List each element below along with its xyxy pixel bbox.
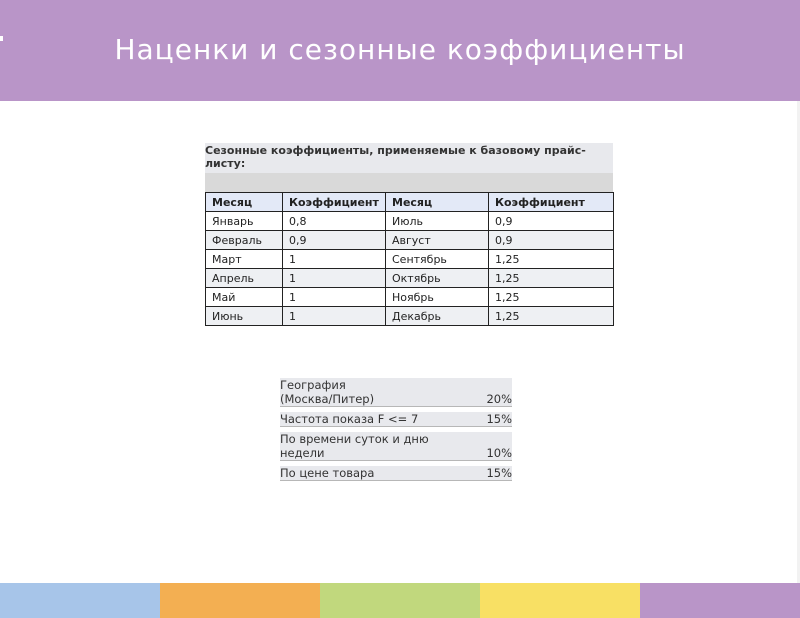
month-cell: Февраль [206,231,283,250]
markup-label [280,466,462,481]
markup-label-line: География [280,378,346,392]
seasonal-coefficients-table [205,192,614,326]
markup-row [280,412,512,427]
markup-value: 20% [462,378,512,407]
season-table-spacer [205,173,613,192]
markup-label [280,412,462,427]
coefficient-cell: 0,9 [283,231,386,250]
coefficient-cell: 1 [283,269,386,288]
markup-label [280,378,462,407]
month-cell: Май [206,288,283,307]
month-cell: Декабрь [386,307,489,326]
markup-label-line: Частота показа F <= 7 [280,412,419,426]
footer-stripe-orange [160,583,320,618]
table-row [206,269,614,288]
header-month-1: Месяц [206,193,283,212]
table-row [206,231,614,250]
table-row [206,212,614,231]
title-bar [0,0,800,101]
coefficient-cell: 1 [283,288,386,307]
table-row [206,250,614,269]
coefficient-cell: 0,9 [489,212,614,231]
season-table-caption-text: Сезонные коэффициенты, применяемые к базовому прайс-листу: [205,144,586,170]
month-cell: Октябрь [386,269,489,288]
markup-row [280,432,512,461]
table-row [206,307,614,326]
markup-value: 15% [462,466,512,481]
header-month-2: Месяц [386,193,489,212]
markup-value: 15% [462,412,512,427]
month-cell: Август [386,231,489,250]
coefficient-cell: 0,8 [283,212,386,231]
markup-label-line: По цене товара [280,466,375,480]
month-cell: Июль [386,212,489,231]
coefficient-cell: 0,9 [489,231,614,250]
coefficient-cell: 1,25 [489,307,614,326]
month-cell: Апрель [206,269,283,288]
markup-row [280,378,512,407]
coefficient-cell: 1,25 [489,288,614,307]
footer-stripe-green [320,583,480,618]
markup-label-line: недели [280,446,325,460]
markups-table [280,378,512,481]
month-cell: Сентябрь [386,250,489,269]
slide-title: Наценки и сезонные коэффициенты [114,33,686,66]
month-cell: Ноябрь [386,288,489,307]
markup-label-line: (Москва/Питер) [280,392,375,406]
coefficient-cell: 1,25 [489,269,614,288]
markup-value: 10% [462,432,512,461]
month-cell: Март [206,250,283,269]
coefficient-cell: 1,25 [489,250,614,269]
footer-stripe-blue [0,583,160,618]
season-table-caption [205,143,613,173]
month-cell: Январь [206,212,283,231]
footer-stripe-yellow [480,583,640,618]
markup-label-line: По времени суток и дню [280,432,429,446]
footer-stripe-purple [640,583,800,618]
table-row [206,288,614,307]
coefficient-cell: 1 [283,250,386,269]
month-cell: Июнь [206,307,283,326]
header-coefficient-1: Коэффициент [283,193,386,212]
markup-label [280,432,462,461]
markup-row [280,466,512,481]
season-header-row [206,193,614,212]
coefficient-cell: 1 [283,307,386,326]
header-coefficient-2: Коэффициент [489,193,614,212]
